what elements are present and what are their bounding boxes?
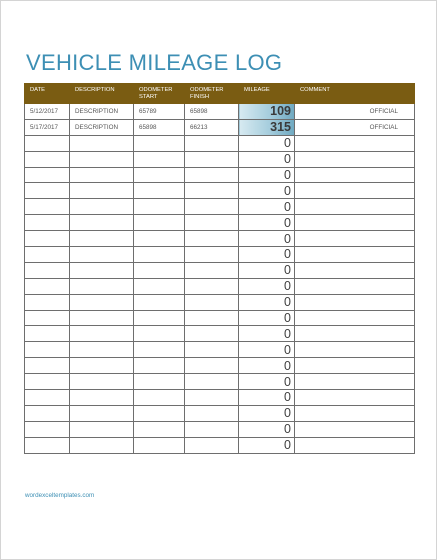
odometer-start-cell[interactable] (134, 326, 185, 342)
date-cell[interactable] (25, 374, 70, 390)
odometer-start-cell[interactable] (134, 310, 185, 326)
odometer-start-cell[interactable] (134, 262, 185, 278)
date-cell[interactable] (25, 231, 70, 247)
date-cell[interactable] (25, 405, 70, 421)
description-cell[interactable] (70, 247, 134, 263)
description-cell[interactable] (70, 437, 134, 453)
odometer-finish-cell[interactable] (185, 151, 239, 167)
date-cell[interactable] (25, 326, 70, 342)
odometer-start-cell[interactable]: 65898 (134, 119, 185, 135)
table-header-row (25, 84, 415, 104)
odometer-finish-cell[interactable] (185, 262, 239, 278)
header-comment: COMMENT (295, 84, 415, 104)
odometer-start-cell[interactable] (134, 294, 185, 310)
odometer-start-cell[interactable] (134, 437, 185, 453)
odometer-finish-cell[interactable]: 66213 (185, 119, 239, 135)
odometer-finish-cell[interactable] (185, 167, 239, 183)
description-cell[interactable] (70, 294, 134, 310)
comment-cell[interactable] (295, 342, 415, 358)
odometer-start-cell[interactable] (134, 151, 185, 167)
description-cell[interactable] (70, 215, 134, 231)
odometer-start-cell[interactable] (134, 215, 185, 231)
date-cell[interactable] (25, 294, 70, 310)
date-cell[interactable]: 5/17/2017 (25, 119, 70, 135)
description-cell[interactable] (70, 183, 134, 199)
date-cell[interactable] (25, 262, 70, 278)
description-cell[interactable] (70, 405, 134, 421)
description-cell[interactable] (70, 278, 134, 294)
odometer-finish-cell[interactable] (185, 342, 239, 358)
date-cell[interactable] (25, 247, 70, 263)
description-cell[interactable]: DESCRIPTION (70, 104, 134, 120)
mileage-cell[interactable]: 0 (239, 421, 295, 437)
date-cell[interactable] (25, 278, 70, 294)
odometer-finish-cell[interactable] (185, 199, 239, 215)
mileage-cell[interactable]: 0 (239, 342, 295, 358)
description-cell[interactable] (70, 231, 134, 247)
odometer-start-cell[interactable] (134, 167, 185, 183)
table-row-empty (25, 326, 415, 342)
odometer-finish-cell[interactable] (185, 374, 239, 390)
table-row-empty (25, 135, 415, 151)
mileage-cell[interactable]: 0 (239, 247, 295, 263)
mileage-cell[interactable]: 0 (239, 390, 295, 406)
comment-cell[interactable] (295, 405, 415, 421)
mileage-cell[interactable]: 0 (239, 167, 295, 183)
comment-cell[interactable] (295, 151, 415, 167)
table-row-empty (25, 310, 415, 326)
comment-cell[interactable] (295, 294, 415, 310)
table-row-empty (25, 151, 415, 167)
table-row-empty (25, 183, 415, 199)
odometer-start-cell[interactable] (134, 231, 185, 247)
odometer-start-cell[interactable] (134, 390, 185, 406)
comment-cell[interactable] (295, 374, 415, 390)
table-row-empty (25, 199, 415, 215)
comment-cell[interactable] (295, 326, 415, 342)
mileage-cell[interactable]: 0 (239, 135, 295, 151)
description-cell[interactable] (70, 167, 134, 183)
odometer-finish-cell[interactable] (185, 215, 239, 231)
header-date: DATE (25, 84, 70, 104)
header-mileage: MILEAGE (239, 84, 295, 104)
odometer-finish-cell[interactable] (185, 405, 239, 421)
comment-cell[interactable] (295, 310, 415, 326)
date-cell[interactable] (25, 421, 70, 437)
odometer-start-cell[interactable] (134, 199, 185, 215)
description-cell[interactable] (70, 135, 134, 151)
header-description: DESCRIPTION (70, 84, 134, 104)
odometer-finish-cell[interactable] (185, 231, 239, 247)
mileage-table (24, 83, 415, 454)
mileage-cell[interactable]: 0 (239, 151, 295, 167)
odometer-start-cell[interactable] (134, 183, 185, 199)
odometer-finish-cell[interactable]: 65898 (185, 104, 239, 120)
description-cell[interactable] (70, 374, 134, 390)
comment-cell[interactable] (295, 231, 415, 247)
odometer-start-cell[interactable] (134, 342, 185, 358)
date-cell[interactable] (25, 183, 70, 199)
description-cell[interactable] (70, 342, 134, 358)
comment-cell[interactable] (295, 437, 415, 453)
table-row-empty (25, 231, 415, 247)
odometer-finish-cell[interactable] (185, 390, 239, 406)
comment-cell[interactable] (295, 278, 415, 294)
table-row-empty (25, 390, 415, 406)
mileage-cell[interactable]: 0 (239, 358, 295, 374)
date-cell[interactable] (25, 215, 70, 231)
mileage-cell[interactable]: 0 (239, 405, 295, 421)
date-cell[interactable] (25, 151, 70, 167)
comment-cell[interactable] (295, 358, 415, 374)
table-row-empty (25, 342, 415, 358)
mileage-cell[interactable]: 109 (239, 104, 295, 120)
description-cell[interactable] (70, 358, 134, 374)
mileage-cell[interactable]: 315 (239, 119, 295, 135)
description-cell[interactable] (70, 262, 134, 278)
description-cell[interactable]: DESCRIPTION (70, 119, 134, 135)
description-cell[interactable] (70, 326, 134, 342)
odometer-start-cell[interactable] (134, 374, 185, 390)
odometer-finish-cell[interactable] (185, 310, 239, 326)
odometer-start-cell[interactable] (134, 247, 185, 263)
odometer-start-cell[interactable] (134, 421, 185, 437)
odometer-finish-cell[interactable] (185, 421, 239, 437)
comment-cell[interactable] (295, 421, 415, 437)
footer-website: wordexceltemplates.com (25, 492, 95, 499)
page-title: VEHICLE MILEAGE LOG (26, 50, 283, 75)
description-cell[interactable] (70, 310, 134, 326)
mileage-cell[interactable]: 0 (239, 199, 295, 215)
mileage-cell[interactable]: 0 (239, 326, 295, 342)
table-row-empty (25, 262, 415, 278)
mileage-cell[interactable]: 0 (239, 437, 295, 453)
mileage-cell[interactable]: 0 (239, 278, 295, 294)
mileage-cell[interactable]: 0 (239, 374, 295, 390)
comment-cell[interactable] (295, 262, 415, 278)
date-cell[interactable] (25, 167, 70, 183)
date-cell[interactable] (25, 135, 70, 151)
mileage-cell[interactable]: 0 (239, 183, 295, 199)
table-row-empty (25, 421, 415, 437)
header-odometer-start: ODOMETER START (134, 84, 185, 104)
date-cell[interactable]: 5/12/2017 (25, 104, 70, 120)
date-cell[interactable] (25, 358, 70, 374)
comment-cell[interactable] (295, 183, 415, 199)
odometer-finish-cell[interactable] (185, 183, 239, 199)
mileage-cell[interactable]: 0 (239, 310, 295, 326)
table-row-empty (25, 278, 415, 294)
comment-cell[interactable] (295, 167, 415, 183)
mileage-cell[interactable]: 0 (239, 294, 295, 310)
description-cell[interactable] (70, 199, 134, 215)
table-row-empty (25, 405, 415, 421)
mileage-cell[interactable]: 0 (239, 231, 295, 247)
date-cell[interactable] (25, 342, 70, 358)
odometer-start-cell[interactable] (134, 405, 185, 421)
odometer-finish-cell[interactable] (185, 294, 239, 310)
date-cell[interactable] (25, 390, 70, 406)
comment-cell[interactable] (295, 199, 415, 215)
mileage-cell[interactable]: 0 (239, 215, 295, 231)
table-row-empty (25, 437, 415, 453)
comment-cell[interactable] (295, 247, 415, 263)
comment-cell[interactable] (295, 390, 415, 406)
comment-cell[interactable]: OFFICIAL (295, 104, 415, 120)
table-row (25, 119, 415, 135)
description-cell[interactable] (70, 151, 134, 167)
odometer-finish-cell[interactable] (185, 358, 239, 374)
table-row (25, 104, 415, 120)
odometer-start-cell[interactable] (134, 358, 185, 374)
odometer-finish-cell[interactable] (185, 135, 239, 151)
date-cell[interactable] (25, 437, 70, 453)
comment-cell[interactable]: OFFICIAL (295, 119, 415, 135)
comment-cell[interactable] (295, 215, 415, 231)
odometer-finish-cell[interactable] (185, 247, 239, 263)
table-row-empty (25, 374, 415, 390)
header-odometer-finish: ODOMETER FINISH (185, 84, 239, 104)
date-cell[interactable] (25, 199, 70, 215)
date-cell[interactable] (25, 310, 70, 326)
comment-cell[interactable] (295, 135, 415, 151)
table-row-empty (25, 294, 415, 310)
odometer-start-cell[interactable] (134, 278, 185, 294)
description-cell[interactable] (70, 421, 134, 437)
odometer-start-cell[interactable] (134, 135, 185, 151)
mileage-cell[interactable]: 0 (239, 262, 295, 278)
odometer-finish-cell[interactable] (185, 326, 239, 342)
description-cell[interactable] (70, 390, 134, 406)
odometer-finish-cell[interactable] (185, 437, 239, 453)
table-row-empty (25, 167, 415, 183)
table-row-empty (25, 247, 415, 263)
table-row-empty (25, 358, 415, 374)
table-row-empty (25, 215, 415, 231)
odometer-start-cell[interactable]: 65789 (134, 104, 185, 120)
odometer-finish-cell[interactable] (185, 278, 239, 294)
